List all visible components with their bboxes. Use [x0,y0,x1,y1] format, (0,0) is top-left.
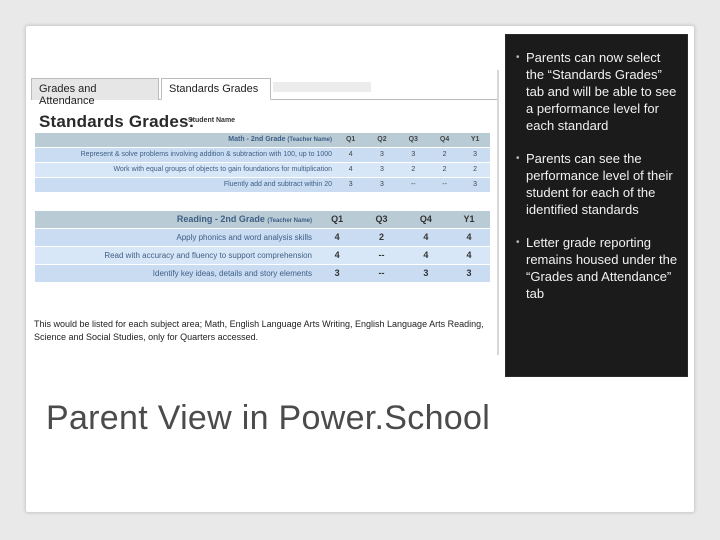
grade-cell: 3 [315,264,359,282]
note-bullet: • Parents can see the performance level of their student for each of the identified standards [520,150,681,218]
table-header [35,211,490,228]
table-row [35,264,490,282]
grade-cell: 3 [366,177,397,192]
column-header: Y1 [448,211,490,228]
standards-grades-screenshot [31,70,499,355]
grade-cell: -- [429,177,460,192]
grade-cell: 3 [460,147,490,162]
table-row [35,228,490,246]
column-header: Q4 [404,211,448,228]
column-header-subject: Math - 2nd Grade (Teacher Name) [35,133,335,147]
grade-cell: 4 [335,162,366,177]
standard-label: Work with equal groups of objects to gain foundations for multiplication [35,162,335,177]
table-row [35,246,490,264]
grade-cell: 3 [366,147,397,162]
table-row [35,177,490,192]
grade-cell: 3 [404,264,448,282]
grade-cell: 4 [404,228,448,246]
column-header: Q1 [335,133,366,147]
grade-cell: 4 [315,228,359,246]
table-header [35,133,490,147]
column-header: Q1 [315,211,359,228]
standard-label: Represent & solve problems involving addition & subtraction with 100, up to 1000 [35,147,335,162]
grade-cell: -- [359,246,403,264]
grade-cell: 3 [448,264,490,282]
standard-label: Identify key ideas, details and story elements [35,264,315,282]
table-row [35,147,490,162]
standard-label: Apply phonics and word analysis skills [35,228,315,246]
tab-bar-spacer [273,82,371,92]
grade-cell: 4 [448,246,490,264]
column-header: Q2 [366,133,397,147]
tab-grades-and-attendance[interactable]: Grades and Attendance [31,78,159,100]
grade-cell: 3 [398,147,429,162]
column-header-subject: Reading - 2nd Grade (Teacher Name) [35,211,315,228]
grade-cell: 2 [398,162,429,177]
grade-cell: -- [398,177,429,192]
grade-cell: 3 [366,162,397,177]
standard-label: Fluently add and subtract within 20 [35,177,335,192]
standards-grades-heading: Standards Grades: [39,112,195,131]
note-bullet: • Parents can now select the “Standards Grades” tab and will be able to see a performance level for each standard [520,49,681,134]
grade-cell: 2 [429,162,460,177]
grade-cell: 3 [460,177,490,192]
grade-cell: 2 [359,228,403,246]
standard-label: Read with accuracy and fluency to support comprehension [35,246,315,264]
column-header: Q3 [398,133,429,147]
grade-cell: -- [359,264,403,282]
subject-area-caption: This would be listed for each subject area; Math, English Language Arts Writing, English Language Arts Reading, Science and Social Studies, only for Quarters accessed. [34,319,484,342]
slide-title: Parent View in Power.School [46,399,491,437]
column-header: Q3 [359,211,403,228]
column-header: Y1 [460,133,490,147]
tab-standards-grades[interactable]: Standards Grades [161,78,271,100]
grade-cell: 4 [448,228,490,246]
math-standards-table [35,133,490,192]
reading-standards-table [35,211,490,282]
column-header: Q4 [429,133,460,147]
table-row [35,162,490,177]
grade-cell: 4 [404,246,448,264]
grade-cell: 2 [460,162,490,177]
grade-cell: 4 [315,246,359,264]
grade-cell: 3 [335,177,366,192]
grade-cell: 2 [429,147,460,162]
note-bullet: • Letter grade reporting remains housed under the “Grades and Attendance” tab [520,234,681,302]
tab-bar [31,78,499,107]
student-name: Student Name [188,117,236,124]
grade-cell: 4 [335,147,366,162]
notes-panel [505,34,688,377]
